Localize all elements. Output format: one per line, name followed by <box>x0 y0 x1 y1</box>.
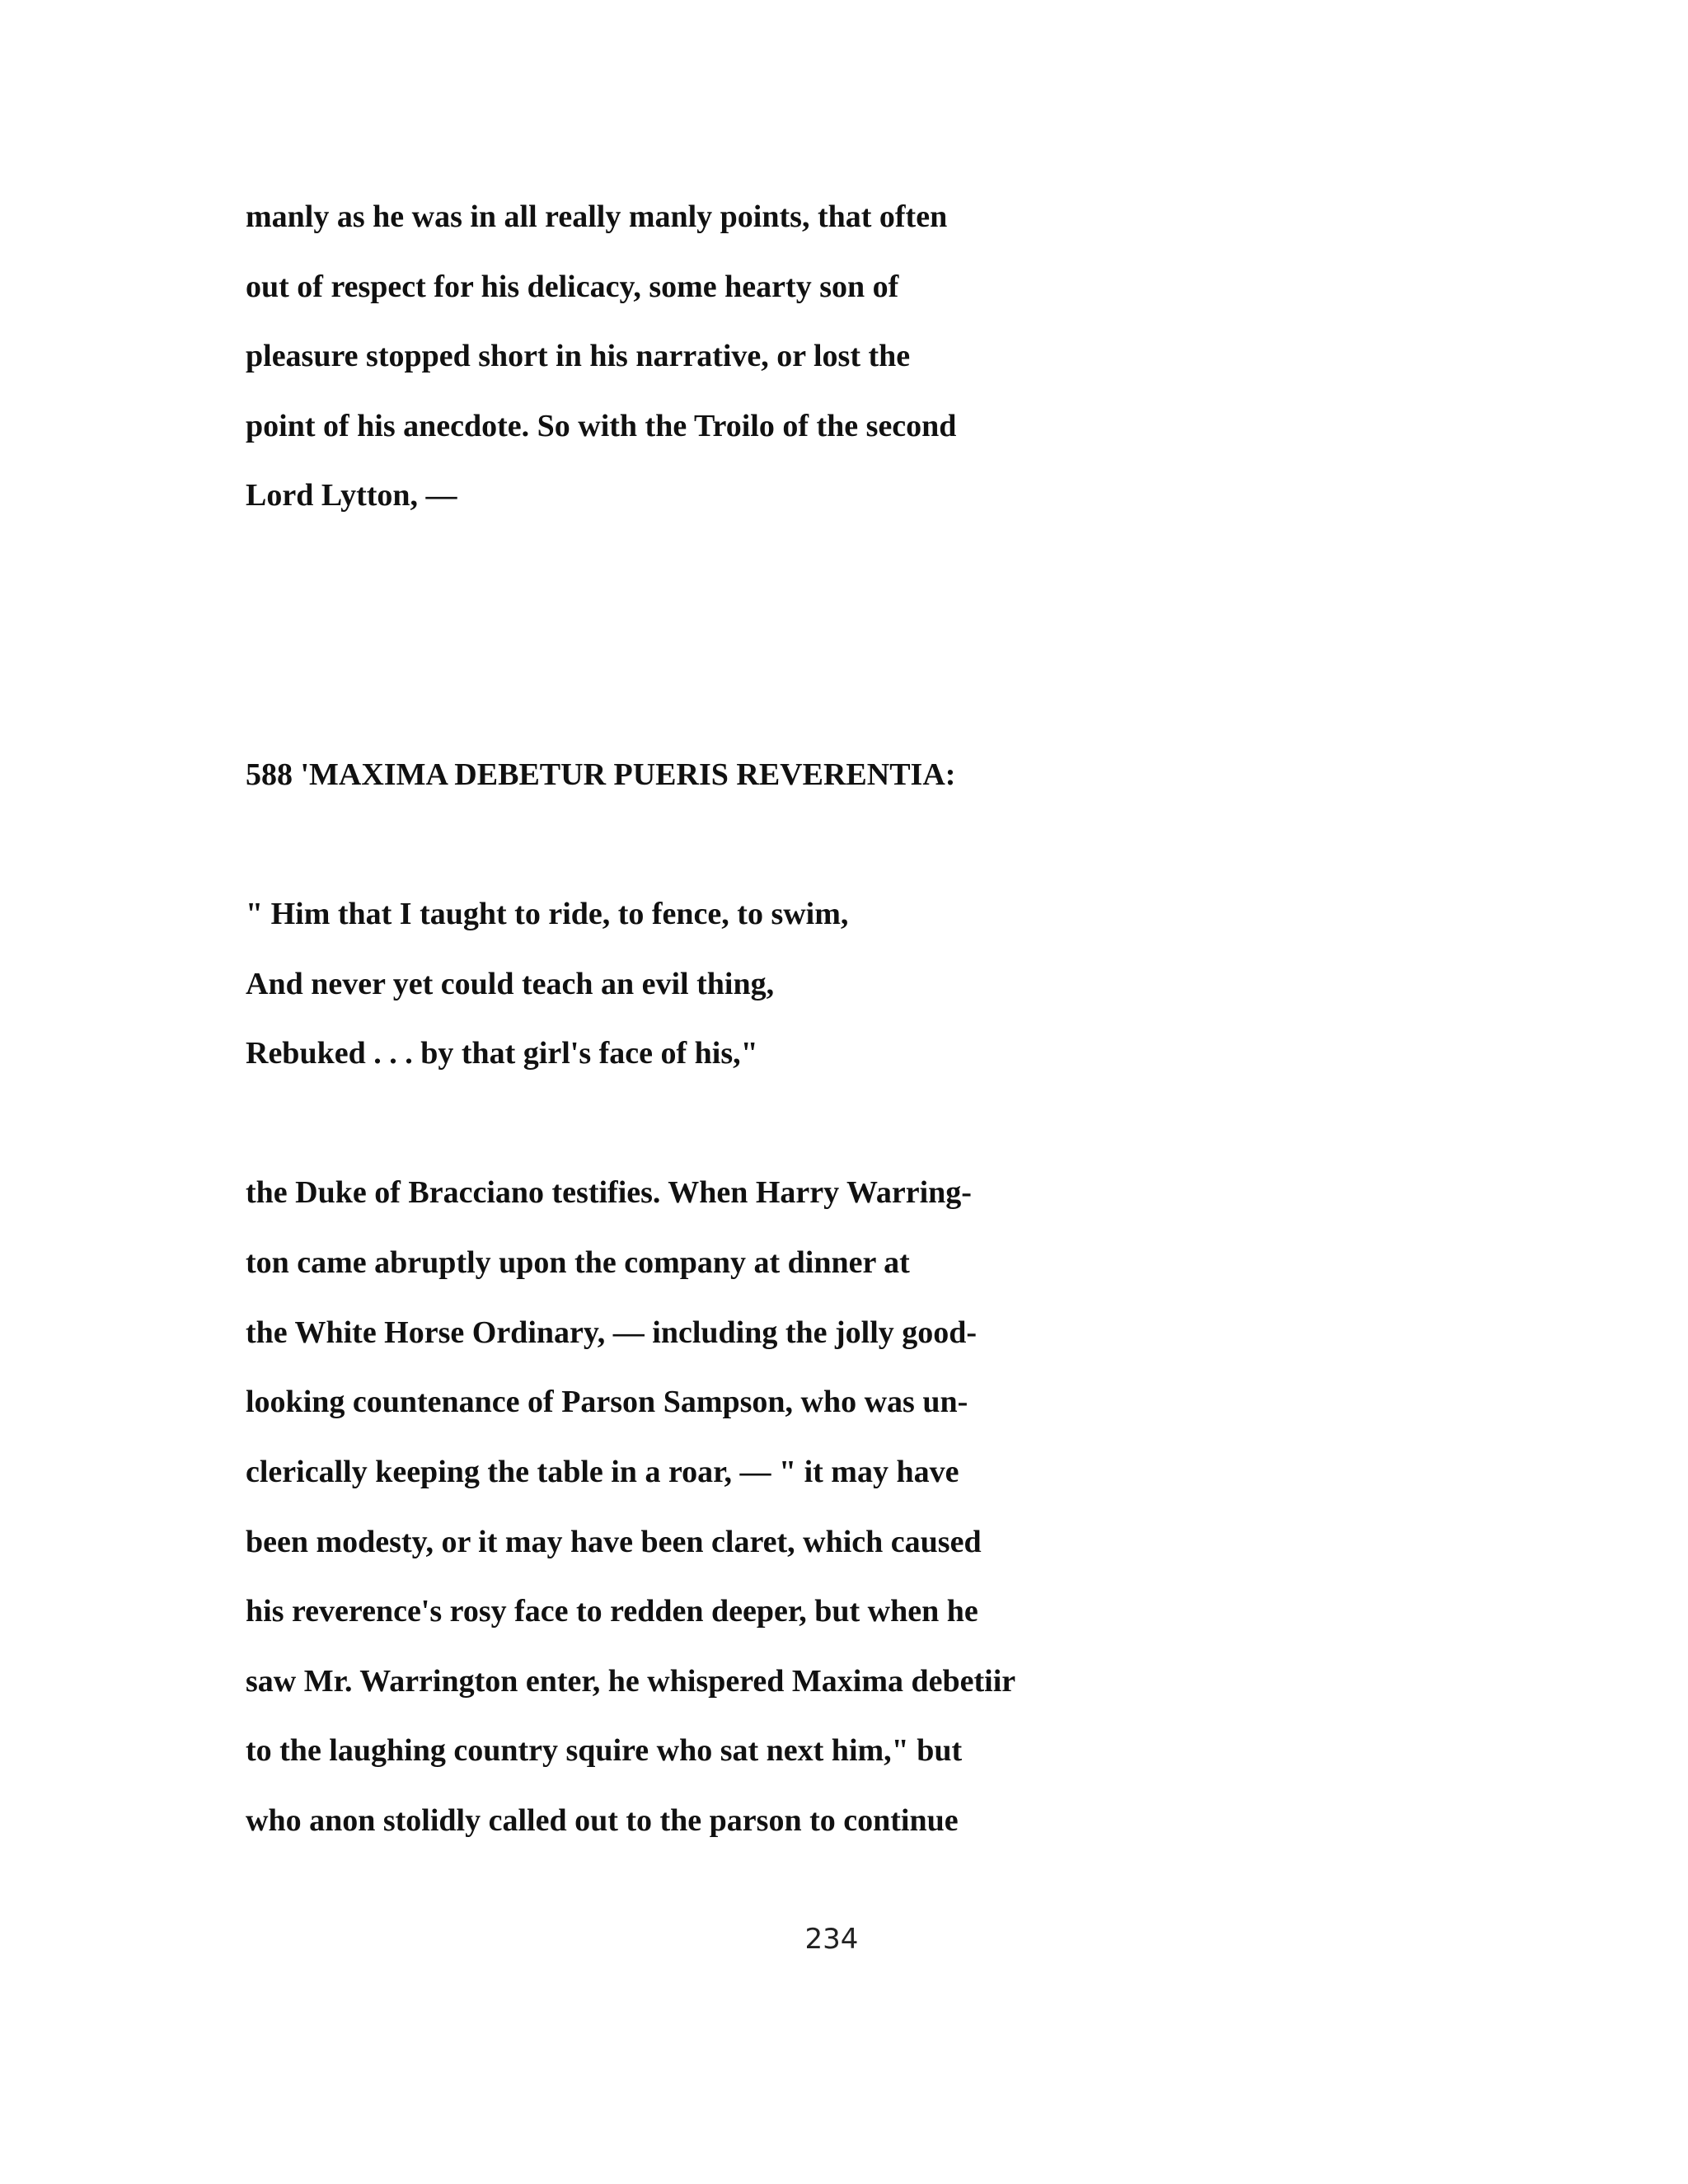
text-line: been modesty, or it may have been claret, which caused <box>246 1525 982 1559</box>
text-line: Lord Lytton, — <box>246 478 457 513</box>
text-line: point of his anecdote. So with the Troilo of the second <box>246 409 957 443</box>
page-number: 234 <box>804 1923 859 1956</box>
text-line: who anon stolidly called out to the parson to continue <box>246 1803 959 1838</box>
text-line: pleasure stopped short in his narrative, or lost the <box>246 339 911 373</box>
quotation-line: And never yet could teach an evil thing, <box>246 967 775 1001</box>
text-line: clerically keeping the table in a roar, — " it may have <box>246 1455 959 1489</box>
quotation-line: Rebuked . . . by that girl's face of his," <box>246 1036 758 1071</box>
text-line: out of respect for his delicacy, some hearty son of <box>246 269 899 304</box>
text-line: the Duke of Bracciano testifies. When Harry Warring- <box>246 1175 972 1210</box>
text-line: to the laughing country squire who sat next him," but <box>246 1733 963 1768</box>
text-line: his reverence's rosy face to redden deeper, but when he <box>246 1594 978 1629</box>
text-line: the White Horse Ordinary, — including the jolly good- <box>246 1315 978 1350</box>
quotation-line: " Him that I taught to ride, to fence, to swim, <box>246 897 849 931</box>
text-line: ton came abruptly upon the company at dinner at <box>246 1245 910 1280</box>
text-line: looking countenance of Parson Sampson, who was un- <box>246 1385 968 1419</box>
text-line: saw Mr. Warrington enter, he whispered Maxima debetiir <box>246 1664 1016 1699</box>
text-line: manly as he was in all really manly points, that often <box>246 199 948 234</box>
running-head: 588 'MAXIMA DEBETUR PUERIS REVERENTIA: <box>246 757 956 792</box>
